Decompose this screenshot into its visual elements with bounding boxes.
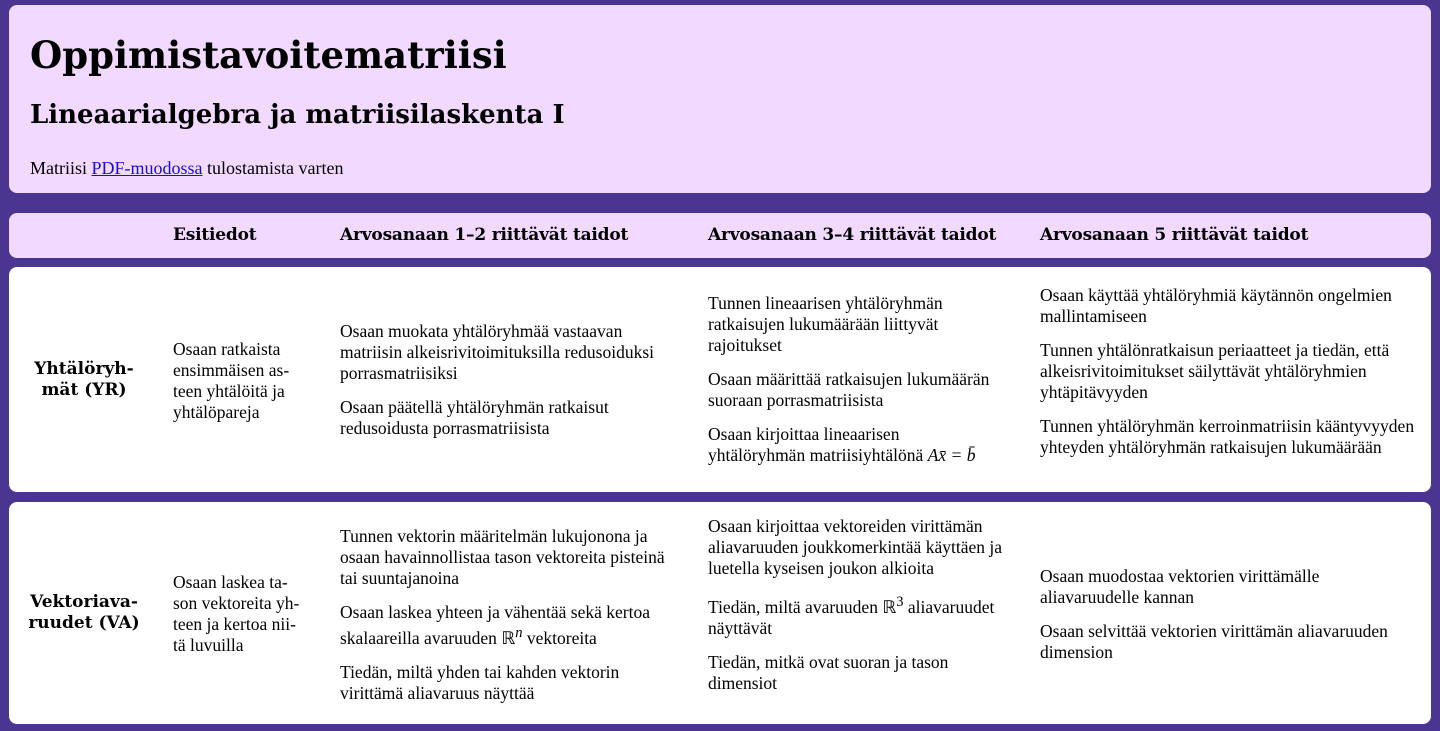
cell-grade5 — [1040, 566, 1410, 663]
skill-item: Osaan muokata yhtälöryhmää vastaavan matriisin alkeisrivitoimituksilla redusoiduksi porrasmatriisiksi — [340, 321, 655, 383]
cell-line: ensimmäisen as- — [173, 360, 290, 380]
page-subtitle: Lineaarialgebra ja matriisilaskenta I — [30, 100, 565, 130]
row-label-line: ruudet (VA) — [28, 613, 140, 633]
header-panel — [9, 5, 1431, 193]
intro-before: Matriisi — [30, 158, 92, 178]
column-header-prereq: Esitiedot — [173, 225, 257, 245]
intro-after: tulostamista varten — [202, 158, 344, 178]
cell-line: Osaan laskea ta- — [173, 572, 288, 592]
cell-grade5 — [1040, 285, 1420, 458]
cell-grade12 — [340, 526, 680, 704]
column-header-grade12: Arvosanaan 1–2 riittävät taidot — [340, 225, 629, 245]
page-title: Oppimistavoitematriisi — [30, 33, 507, 77]
row-label-line: mät (YR) — [41, 380, 127, 400]
intro-text — [30, 158, 343, 180]
table-row-va — [9, 502, 1431, 724]
skill-item — [708, 592, 1008, 639]
pdf-link[interactable]: PDF-muodossa — [91, 158, 203, 178]
cell-grade34 — [708, 516, 1008, 694]
skill-text: Tiedän, miltä avaruuden — [708, 596, 878, 617]
cell-line: tä luvuilla — [173, 635, 244, 655]
skill-item: Tunnen yhtälöryhmän kerroinmatriisin kääntyvyyden yhteyden yhtälöryhmän ratkaisujen lukumäärään — [1040, 416, 1415, 457]
skill-text: Osaan kirjoittaa lineaarisen yhtälöryhmän matriisiyhtälönä — [708, 424, 924, 465]
cell-grade34 — [708, 293, 998, 466]
cell-prereq — [173, 572, 323, 656]
cell-line: teen yhtälöitä ja — [173, 381, 285, 401]
skill-text: vektoreita — [522, 627, 597, 648]
cell-line: son vektoreita yh- — [173, 593, 300, 613]
cell-line: yhtälöpareja — [173, 402, 260, 422]
row-label — [9, 592, 159, 634]
cell-line: Osaan ratkaista — [173, 339, 281, 359]
column-header-row — [9, 213, 1431, 258]
skill-text: Osaan laskea yhteen ja vähentää sekä kertoa skalaareilla avaruuden — [340, 602, 650, 648]
row-label — [9, 359, 159, 401]
row-label-line: Yhtälöryh- — [34, 359, 134, 379]
table-row-yr — [9, 267, 1431, 492]
skill-item: Osaan kirjoittaa vektoreiden virittämän aliavaruuden joukkomerkintää käyttäen ja luetella kyseisen joukon alkioita — [708, 516, 1002, 578]
cell-line: teen ja kertoa nii- — [173, 614, 296, 634]
skill-item — [708, 424, 998, 466]
skill-item: Tunnen lineaarisen yhtälöryhmän ratkaisujen lukumäärään liittyvät rajoitukset — [708, 293, 943, 355]
row-label-line: Vektoriava- — [30, 592, 138, 612]
skill-item: Tiedän, mitkä ovat suoran ja tason dimensiot — [708, 651, 949, 693]
math-superscript: n — [515, 625, 523, 641]
math-expression: Ax̄ = b̄ — [927, 445, 976, 465]
skill-item: Osaan muodostaa vektorien virittämälle aliavaruudelle kannan — [1040, 566, 1320, 607]
column-header-grade5: Arvosanaan 5 riittävät taidot — [1040, 225, 1309, 245]
skill-item — [340, 602, 680, 649]
skill-item: Osaan käyttää yhtälöryhmiä käytännön ongelmien mallintamiseen — [1040, 285, 1392, 326]
math-symbol: ℝ — [501, 627, 516, 648]
cell-grade12 — [340, 321, 680, 439]
skill-item: Osaan päätellä yhtälöryhmän ratkaisut redusoidusta porrasmatriisista — [340, 397, 609, 438]
cell-prereq — [173, 339, 318, 423]
skill-item: Tunnen yhtälönratkaisun periaatteet ja tiedän, että alkeisrivitoimitukset säilyttävät yhtälöryhmien yhtäpitävyyden — [1040, 340, 1390, 402]
skill-text: aliavaruudet näyttävät — [708, 596, 995, 638]
column-header-grade34: Arvosanaan 3–4 riittävät taidot — [708, 225, 997, 245]
skill-item: Tunnen vektorin määritelmän lukujonona ja osaan havainnollistaa tason vektoreita pisteinä tai suuntajanoina — [340, 526, 665, 588]
math-symbol: ℝ — [882, 596, 897, 617]
skill-item: Tiedän, miltä yhden tai kahden vektorin virittämä aliavaruus näyttää — [340, 661, 620, 703]
math-superscript: 3 — [896, 594, 904, 610]
skill-item: Osaan määrittää ratkaisujen lukumäärän suoraan porrasmatriisista — [708, 369, 990, 410]
skill-item: Osaan selvittää vektorien virittämän aliavaruuden dimension — [1040, 621, 1388, 662]
